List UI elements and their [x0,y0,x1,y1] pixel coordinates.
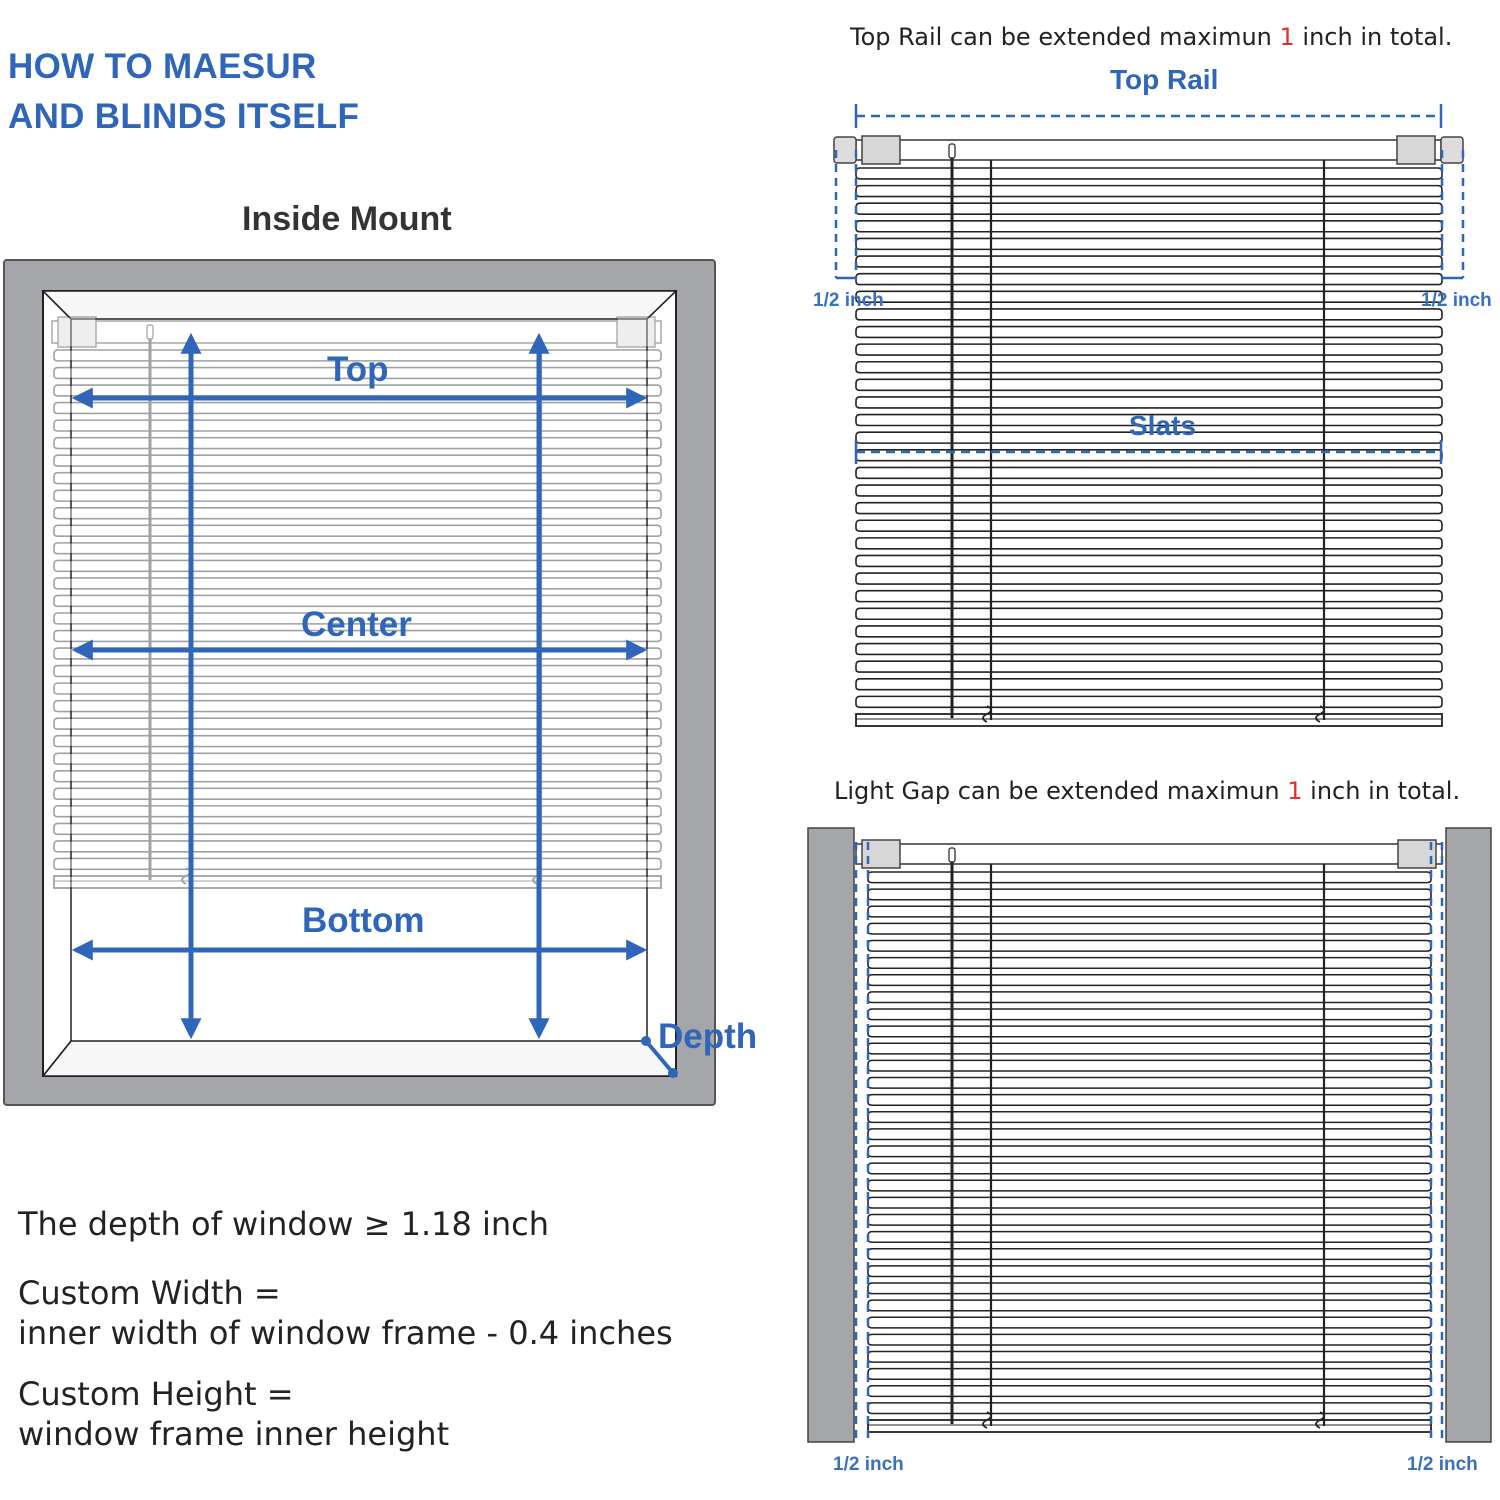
left-window-jamb [808,828,854,1442]
right-window-jamb [1446,828,1491,1442]
light-gap-left-gap: 1/2 inch [833,1454,904,1475]
wand-hook [949,848,955,862]
head-rail [856,844,1442,864]
heading-line-1: HOW TO MAESUR [8,47,317,86]
label-depth: Depth [658,1017,758,1056]
label-center: Center [301,605,412,644]
label-top: Top [327,350,389,389]
top-rail-title: Top Rail [1110,64,1219,95]
slats-label: Slats [1129,410,1196,441]
light-gap-note-text-1: Light Gap can be extended maximun [834,777,1288,805]
heading-line-2: AND BLINDS ITSELF [8,97,360,136]
light-gap-note-text-2: inch in total. [1302,777,1461,805]
depth-requirement: The depth of window ≥ 1.18 inch [18,1205,550,1243]
custom-height-line-2: window frame inner height [18,1415,450,1453]
custom-height-line-1: Custom Height = [18,1375,294,1413]
inside-mount-title: Inside Mount [242,200,452,238]
light-gap-note-number: 1 [1287,777,1303,805]
top-rail-left-gap: 1/2 inch [813,290,884,311]
custom-width-line-2: inner width of window frame - 0.4 inches [18,1314,673,1352]
top-rail-note-number: 1 [1279,23,1295,51]
label-bottom: Bottom [302,901,425,940]
top-rail-right-gap: 1/2 inch [1421,290,1492,311]
top-rail-note-text-2: inch in total. [1294,23,1453,51]
light-gap-blind [856,840,1442,1432]
light-gap-right-gap: 1/2 inch [1407,1454,1478,1475]
top-rail-note-text-1: Top Rail can be extended maximun [850,23,1280,51]
custom-width-line-1: Custom Width = [18,1274,281,1312]
